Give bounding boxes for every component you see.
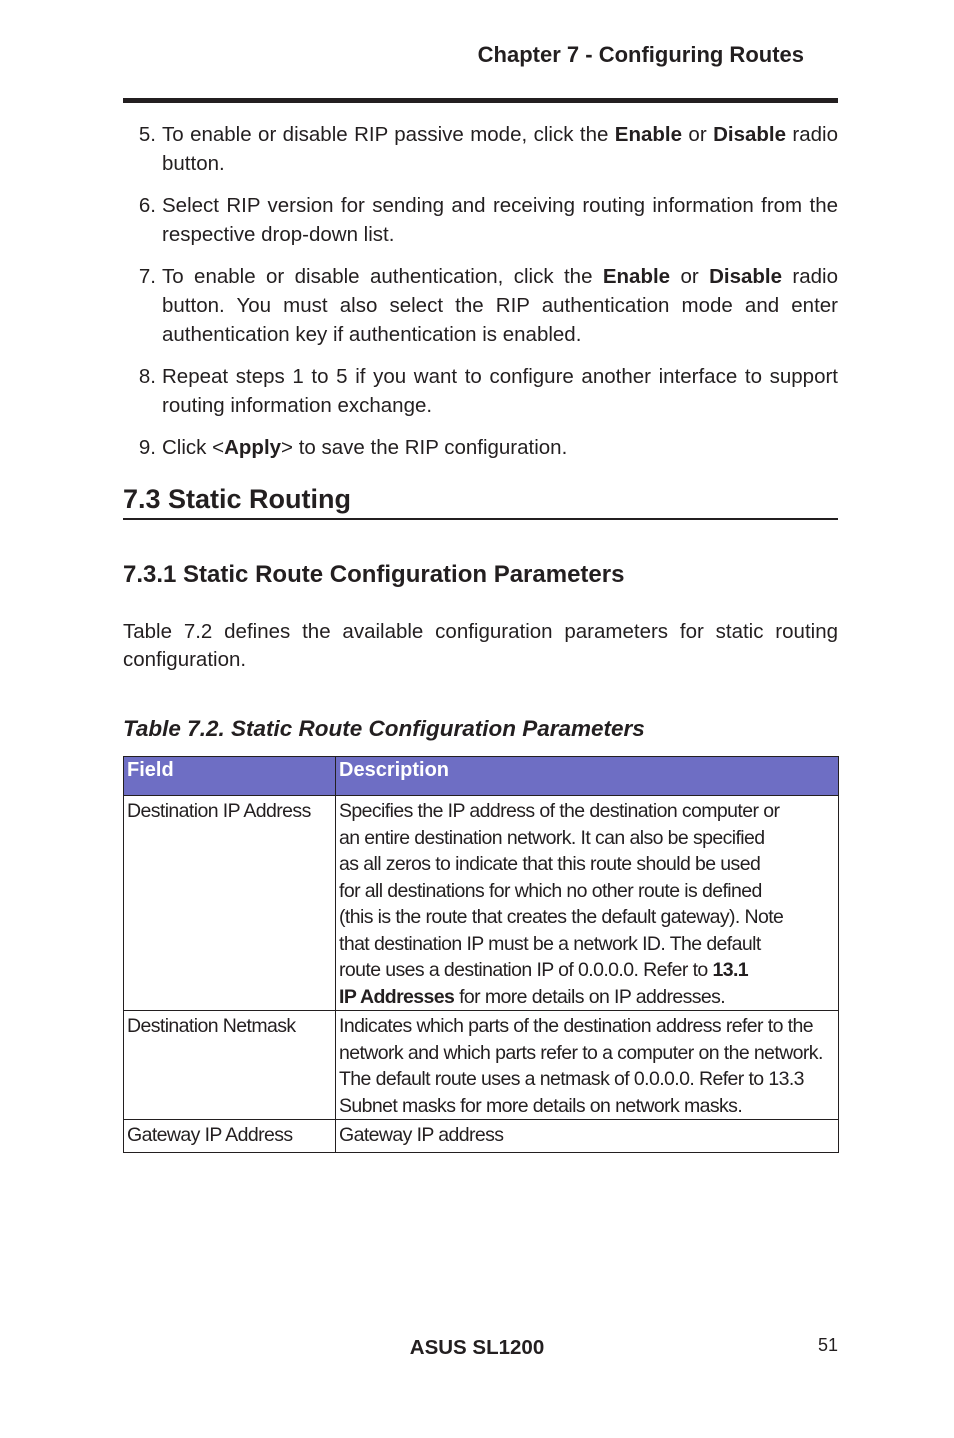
parameters-table: [123, 756, 839, 1153]
section-reference: 13.1: [712, 959, 749, 981]
step-number: 7.: [138, 265, 156, 288]
step-number: 5.: [138, 123, 156, 146]
step-number: 8.: [138, 365, 156, 388]
section-heading: 7.3 Static Routing: [123, 482, 838, 520]
description-cell: Gateway IP address: [336, 1120, 839, 1153]
step-text: Click <Apply> to save the RIP configuration.: [162, 436, 568, 459]
header-rule: [123, 98, 838, 103]
description-line: route uses a destination IP of 0.0.0.0. Refer to: [339, 959, 713, 981]
step-text: To enable or disable RIP passive mode, click the Enable or Disable radio button.: [162, 123, 839, 175]
description-line: for more details on IP addresses.: [454, 985, 726, 1008]
field-cell: Destination Netmask: [124, 1011, 336, 1120]
step-text: Select RIP version for sending and receiving routing information from the respective drop-down list.: [162, 194, 838, 246]
list-item: [123, 262, 838, 349]
step-text: Repeat steps 1 to 5 if you want to configure another interface to support routing information exchange.: [162, 365, 838, 417]
description-line: Specifies the IP address of the destination computer or: [339, 800, 780, 822]
description-cell: Indicates which parts of the destination address refer to the network and which parts refer to a computer on the network. The default route uses a netmask of 0.0.0.0. Refer to 13.3 Subnet masks for more details on network masks.: [336, 1011, 839, 1120]
description-line: that destination IP must be a network ID. The default: [339, 932, 761, 955]
step-number: 9.: [138, 436, 156, 459]
description-line: for all destinations for which no other route is defined: [339, 879, 762, 902]
list-item: [123, 120, 838, 178]
intro-paragraph: Table 7.2 defines the available configuration parameters for static routing configuration.: [123, 620, 838, 671]
table-row: [124, 796, 839, 1011]
list-item: [123, 362, 838, 420]
description-cell: [336, 796, 839, 1011]
step-text: To enable or disable authentication, click the Enable or Disable radio button. You must also select the RIP authentication mode and enter authentication key if authentication is enabled.: [162, 265, 838, 346]
table-caption: Table 7.2. Static Route Configuration Parameters: [123, 716, 645, 741]
field-cell: Destination IP Address: [124, 796, 336, 1011]
step-number: 6.: [138, 194, 156, 217]
column-header-description: Description: [336, 757, 839, 796]
description-line: as all zeros to indicate that this route should be used: [339, 853, 761, 875]
list-item: [123, 433, 838, 462]
field-cell: Gateway IP Address: [124, 1120, 336, 1153]
description-line: (this is the route that creates the default gateway). Note: [339, 906, 784, 928]
subsection-heading: 7.3.1 Static Route Configuration Parameters: [123, 561, 625, 588]
section-reference: IP Addresses: [339, 985, 455, 1008]
table-row: [124, 1120, 839, 1153]
description-line: an entire destination network. It can also be specified: [339, 826, 765, 849]
steps-list: [123, 120, 838, 475]
list-item: [123, 191, 838, 249]
page-number: 51: [818, 1335, 839, 1355]
table-header-row: [124, 757, 839, 796]
column-header-field: Field: [124, 757, 336, 796]
table-row: [124, 1011, 839, 1120]
footer-title: ASUS SL1200: [409, 1336, 545, 1359]
chapter-header: Chapter 7 - Configuring Routes: [477, 42, 804, 67]
